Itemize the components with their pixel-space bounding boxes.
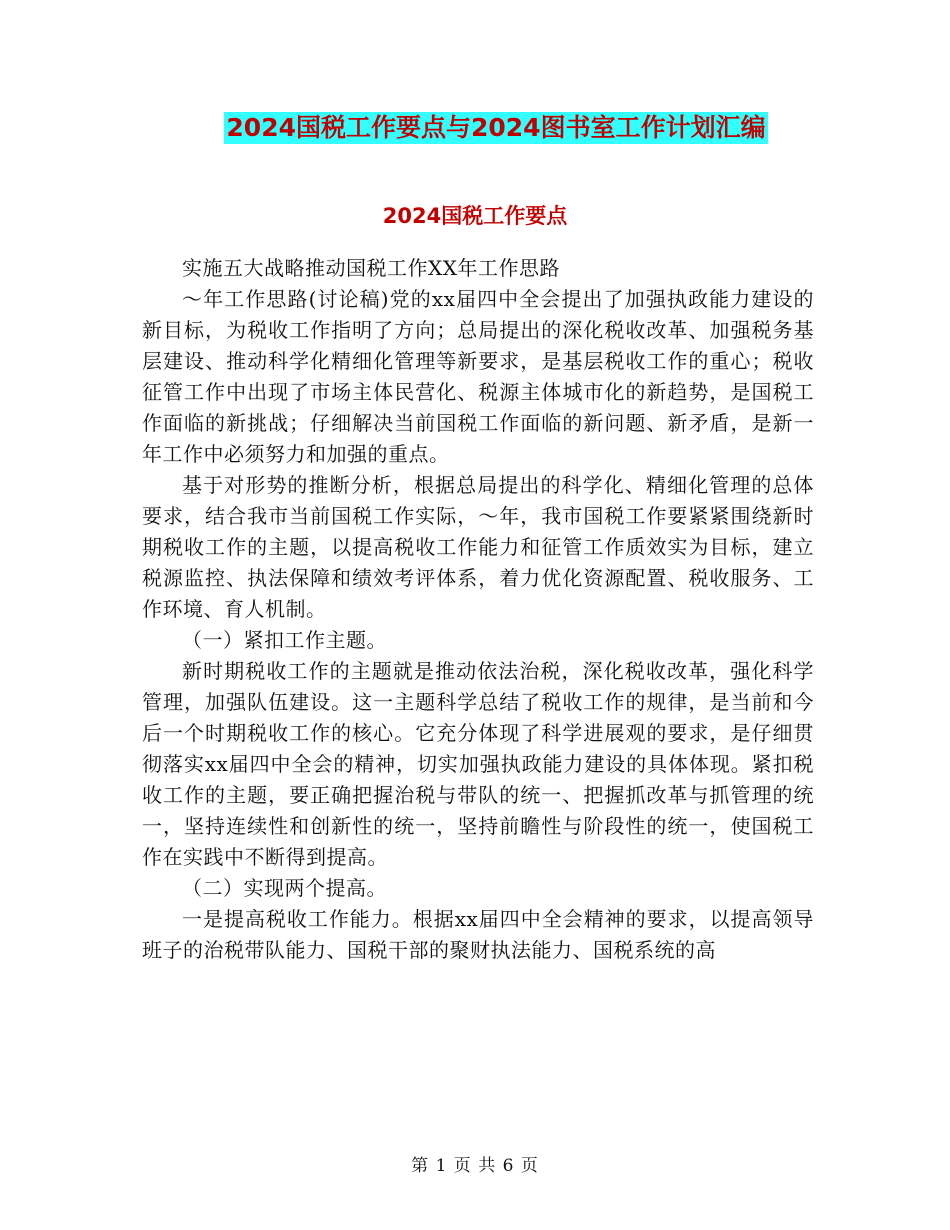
intro-line: 实施五大战略推动国税工作XX年工作思路 — [182, 256, 560, 280]
subheading-two: （二）实现两个提高。 — [182, 876, 387, 900]
paragraph: 一是提高税收工作能力。根据xx届四中全会精神的要求，以提高领导班子的治税带队能力、国税干部的聚财执法能力、国税系统的高 — [142, 907, 814, 962]
paragraph: 新时期税收工作的主题就是推动依法治税，深化税收改革，强化科学管理，加强队伍建设。这一主题科学总结了税收工作的规律，是当前和今后一个时期税收工作的核心。它充分体现了科学进展观的要求，是仔细贯彻落实xx届四中全会的精神，切实加强执政能力建设的具体体现。紧扣税收工作的主题，要正确把握治税与带队的统一、把握抓改革与抓管理的统一，坚持连续性和创新性的统一，坚持前瞻性与阶段性的统一，使国税工作在实践中不断得到提高。 — [142, 659, 814, 869]
paragraph: 基于对形势的推断分析，根据总局提出的科学化、精细化管理的总体要求，结合我市当前国税工作实际，～年，我市国税工作要紧紧围绕新时期税收工作的主题，以提高税收工作能力和征管工作质效实为目标，建立税源监控、执法保障和绩效考评体系，着力优化资源配置、税收服务、工作环境、育人机制。 — [142, 473, 814, 621]
document-title-container — [0, 112, 950, 144]
section-title: 2024国税工作要点 — [382, 204, 568, 228]
paragraph: ～年工作思路(讨论稿)党的xx届四中全会提出了加强执政能力建设的新目标，为税收工作指明了方向；总局提出的深化税收改革、加强税务基层建设、推动科学化精细化管理等新要求，是基层税收工作的重心；税收征管工作中出现了市场主体民营化、税源主体城市化的新趋势，是国税工作面临的新挑战；仔细解决当前国税工作面临的新问题、新矛盾，是新一年工作中必须努力和加强的重点。 — [142, 287, 814, 466]
page-footer: 第 1 页 共 6 页 — [411, 1156, 539, 1176]
document-title: 2024国税工作要点与2024图书室工作计划汇编 — [226, 113, 766, 142]
subheading-one: （一）紧扣工作主题。 — [182, 628, 387, 652]
document-body — [142, 253, 814, 966]
